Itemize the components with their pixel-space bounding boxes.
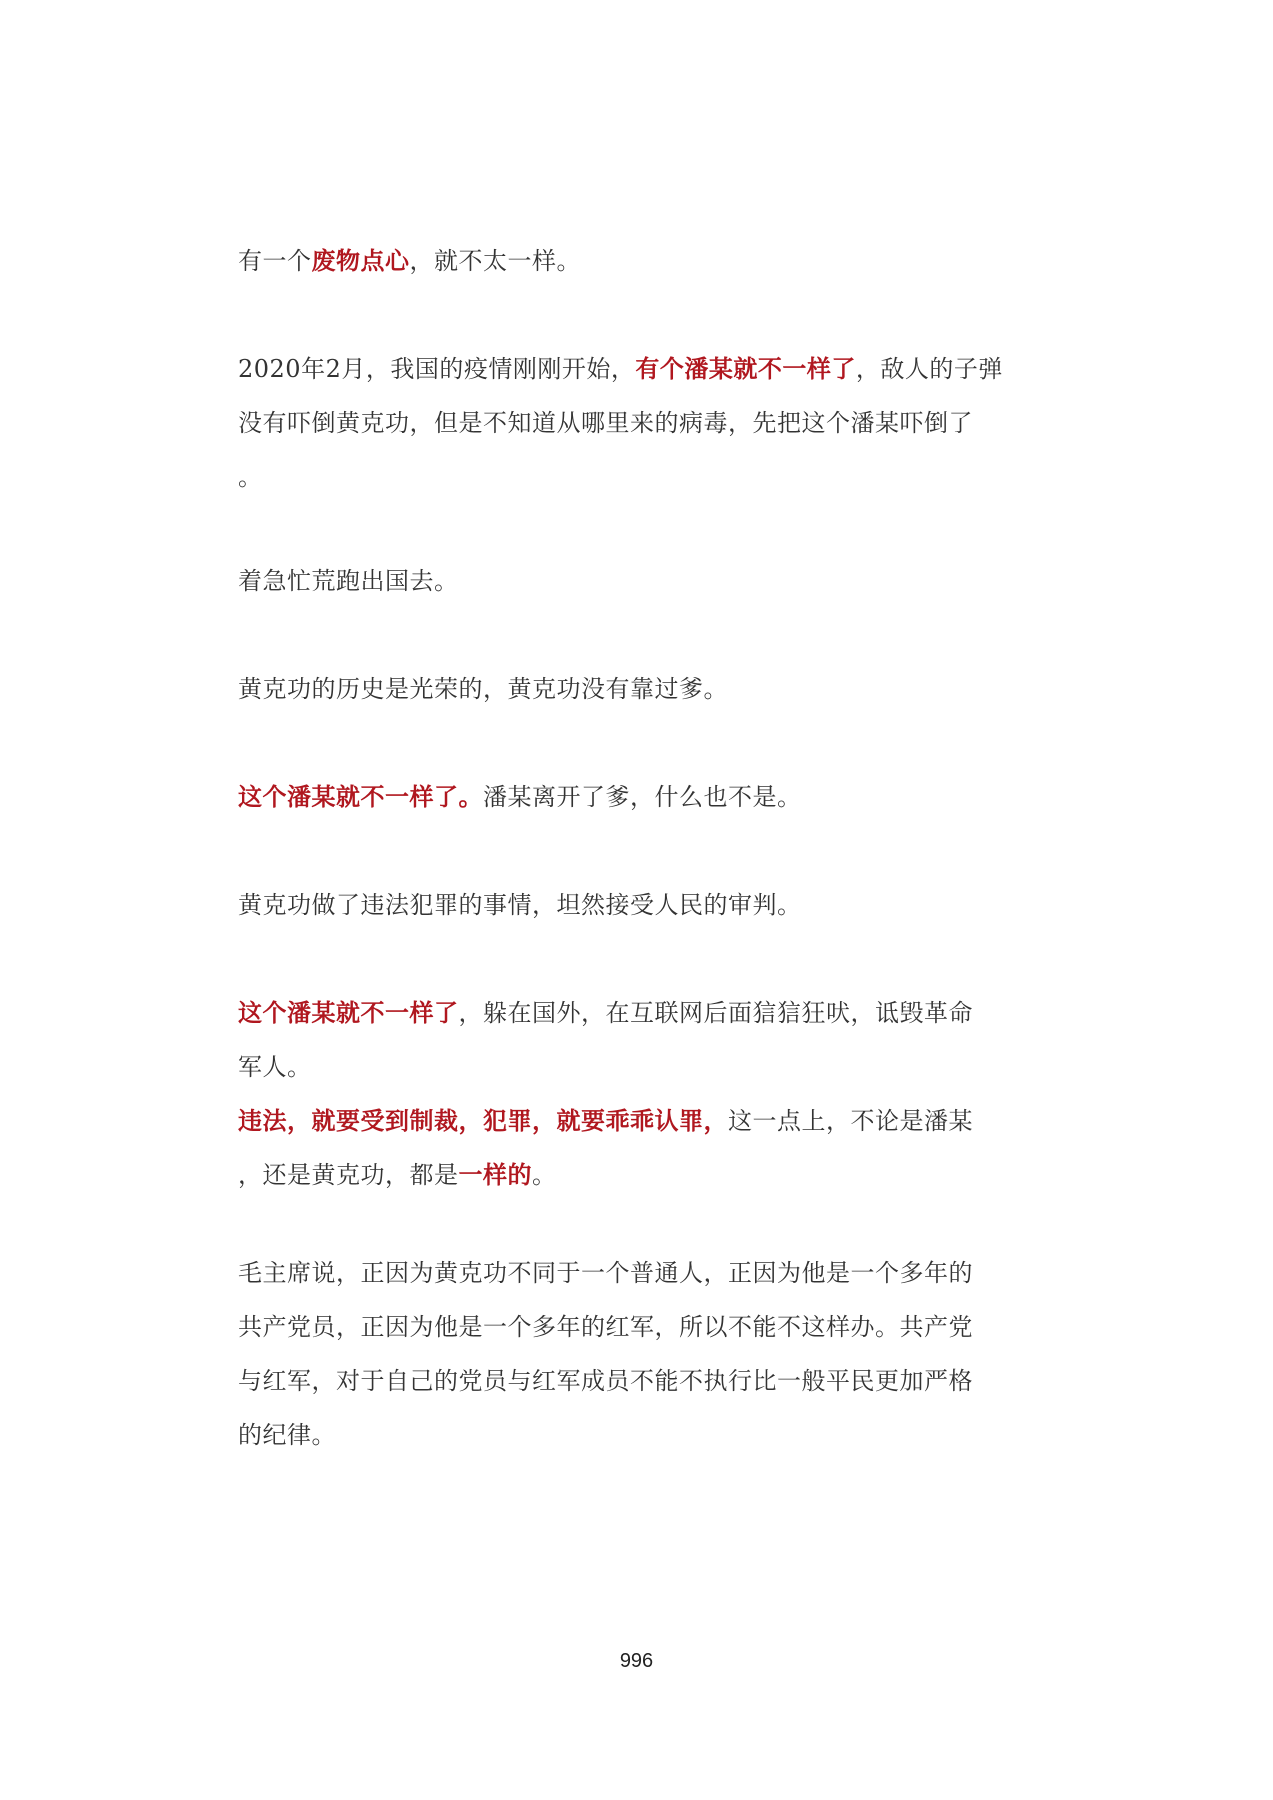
text-line: [238, 396, 1038, 450]
text-run: 黄克功做了违法犯罪的事情，坦然接受人民的审判。: [238, 891, 802, 919]
text-run: 2020年2月，我国的疫情刚刚开始，: [238, 355, 636, 383]
text-line: [238, 1040, 1038, 1094]
highlighted-text: 这个潘某就不一样了。: [238, 782, 483, 811]
text-line: [238, 342, 1038, 396]
text-line: [238, 554, 1038, 608]
text-run: 有一个: [238, 247, 312, 275]
text-line: [238, 450, 1038, 504]
paragraph: [238, 554, 1038, 608]
text-run: 。: [532, 1161, 557, 1189]
paragraph: [238, 878, 1038, 932]
text-line: [238, 1354, 1038, 1408]
text-line: [238, 1300, 1038, 1354]
text-run: ，躲在国外，在互联网后面狺狺狂吠，诋毁革命: [458, 999, 973, 1027]
text-line: [238, 234, 1038, 288]
text-run: 军人。: [238, 1053, 312, 1081]
text-run: 与红军，对于自己的党员与红军成员不能不执行比一般平民更加严格: [238, 1367, 973, 1395]
text-run: ，就不太一样。: [409, 247, 581, 275]
paragraph: [238, 234, 1038, 288]
text-line: [238, 986, 1038, 1040]
text-run: ，敌人的子弹: [855, 355, 1003, 383]
text-run: 这一点上，不论是潘某: [728, 1107, 973, 1135]
highlighted-text: 一样的: [458, 1160, 532, 1189]
text-line: [238, 1148, 1038, 1202]
text-run: 潘某离开了爹，什么也不是。: [483, 783, 802, 811]
highlighted-text: 废物点心: [311, 246, 410, 275]
paragraph: [238, 662, 1038, 716]
page-number: 996: [619, 1650, 654, 1672]
text-run: ，还是黄克功，都是: [238, 1161, 459, 1189]
text-line: [238, 1246, 1038, 1300]
text-run: 的纪律。: [238, 1421, 336, 1449]
paragraph: [238, 986, 1038, 1202]
text-line: [238, 878, 1038, 932]
paragraph: [238, 770, 1038, 824]
paragraph: [238, 1246, 1038, 1462]
paragraph: [238, 342, 1038, 504]
highlighted-text: 这个潘某就不一样了: [238, 998, 459, 1027]
text-line: [238, 770, 1038, 824]
text-run: 没有吓倒黄克功，但是不知道从哪里来的病毒，先把这个潘某吓倒了: [238, 409, 973, 437]
text-run: 黄克功的历史是光荣的，黄克功没有靠过爹。: [238, 675, 728, 703]
text-line: [238, 662, 1038, 716]
text-line: [238, 1094, 1038, 1148]
highlighted-text: 有个潘某就不一样了: [635, 354, 856, 383]
text-line: [238, 1408, 1038, 1462]
highlighted-text: 违法，就要受到制裁，犯罪，就要乖乖认罪，: [238, 1106, 728, 1135]
text-run: 着急忙荒跑出国去。: [238, 567, 459, 595]
text-run: 共产党员，正因为他是一个多年的红军，所以不能不这样办。共产党: [238, 1313, 973, 1341]
text-run: 毛主席说，正因为黄克功不同于一个普通人，正因为他是一个多年的: [238, 1259, 973, 1287]
text-run: 。: [238, 463, 263, 491]
